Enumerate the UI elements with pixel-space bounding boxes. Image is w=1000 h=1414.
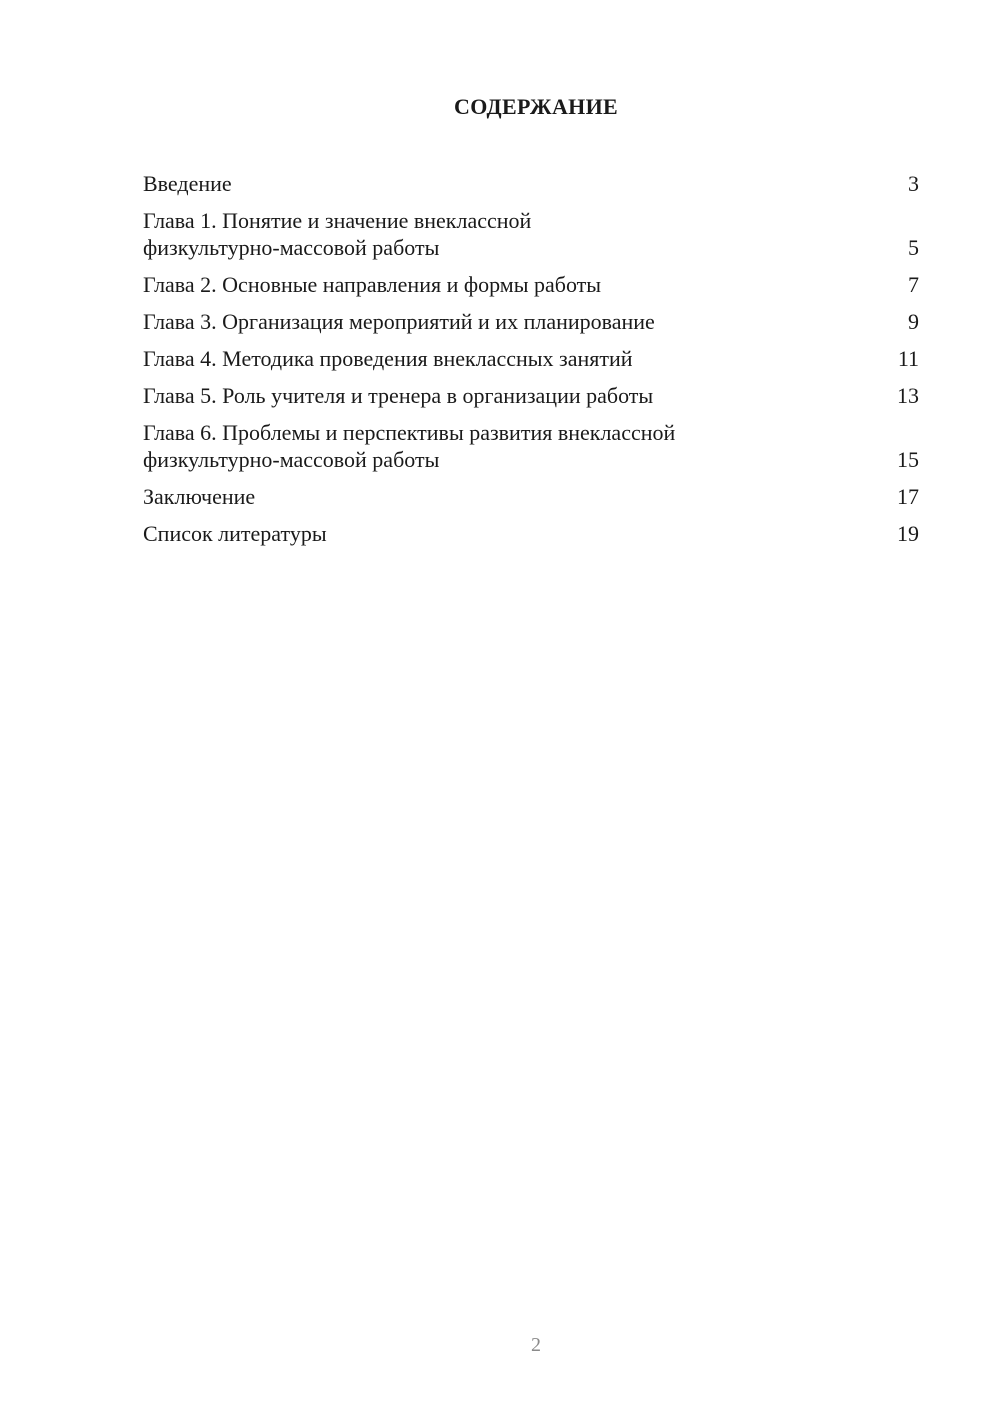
toc-entry-chapter-3[interactable]: [143, 308, 919, 335]
toc-entry-text: [143, 345, 859, 372]
toc-entry-page: 7: [908, 272, 919, 297]
toc-entry-line: физкультурно-массовой работы: [143, 235, 440, 260]
toc-entry-line: Заключение: [143, 484, 256, 509]
toc-entry-line: Введение: [143, 171, 232, 196]
toc-entry-chapter-4[interactable]: [143, 345, 919, 372]
toc-entry-page: 3: [908, 171, 919, 196]
toc-entry-line: Глава 6. Проблемы и перспективы развития внеклассной: [143, 420, 676, 445]
toc-entry-chapter-6[interactable]: [143, 419, 919, 473]
table-of-contents: [143, 170, 919, 557]
toc-entry-chapter-2[interactable]: [143, 271, 919, 298]
toc-entry-page: 9: [908, 309, 919, 334]
toc-entry-line: Список литературы: [143, 521, 327, 546]
toc-entry-text: [143, 483, 859, 510]
toc-entry-line: Глава 1. Понятие и значение внеклассной: [143, 208, 532, 233]
toc-entry-text: [143, 207, 859, 261]
toc-entry-page: 11: [897, 346, 919, 371]
toc-entry-page: 19: [897, 521, 919, 546]
toc-entry-text: [143, 271, 859, 298]
toc-entry-line: Глава 3. Организация мероприятий и их планирование: [143, 309, 655, 334]
toc-entry-text: [143, 419, 859, 473]
toc-entry-line: Глава 5. Роль учителя и тренера в организации работы: [143, 383, 654, 408]
toc-entry-line: Глава 2. Основные направления и формы работы: [143, 272, 602, 297]
toc-entry-chapter-5[interactable]: [143, 382, 919, 409]
toc-entry-page: 15: [897, 447, 919, 472]
toc-entry-chapter-1[interactable]: [143, 207, 919, 261]
page-number: 2: [531, 1334, 541, 1356]
toc-entry-text: [143, 382, 859, 409]
toc-entry-text: [143, 308, 859, 335]
toc-entry-conclusion[interactable]: [143, 483, 919, 510]
toc-entry-text: [143, 170, 859, 197]
toc-title: СОДЕРЖАНИЕ: [454, 94, 618, 119]
toc-entry-page: 17: [897, 484, 919, 509]
toc-entry-line: физкультурно-массовой работы: [143, 447, 440, 472]
toc-entry-text: [143, 520, 859, 547]
toc-entry-page: 13: [897, 383, 919, 408]
toc-entry-introduction[interactable]: [143, 170, 919, 197]
toc-entry-references[interactable]: [143, 520, 919, 547]
toc-entry-line: Глава 4. Методика проведения внеклассных занятий: [143, 346, 633, 371]
toc-entry-page: 5: [908, 235, 919, 260]
